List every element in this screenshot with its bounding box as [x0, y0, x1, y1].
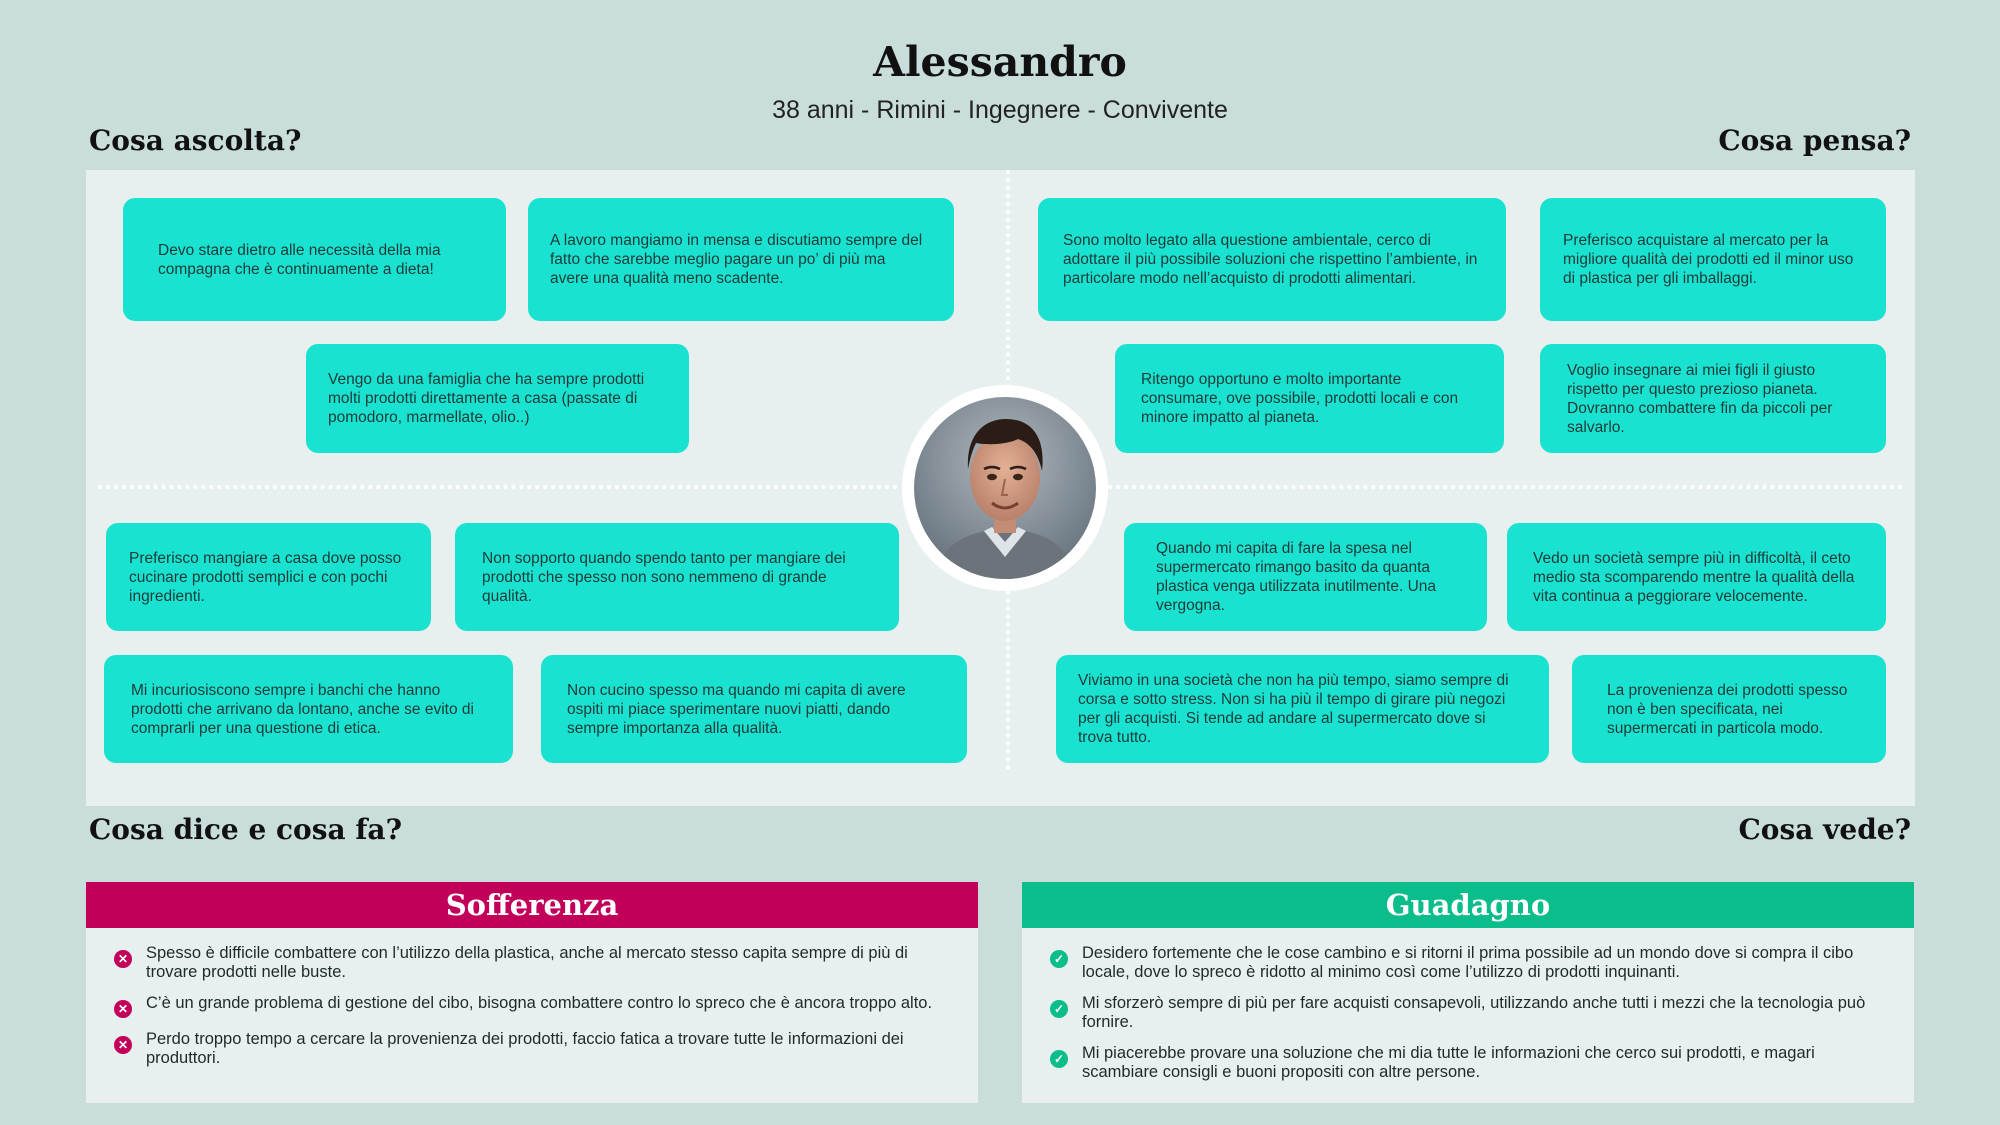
sticky-note-listens-3: Vengo da una famiglia che ha sempre prodotti molti prodotti direttamente a casa (passate di pomodoro, marmellate, olio..) [306, 344, 689, 453]
pains-title: Sofferenza [445, 888, 619, 922]
sticky-note-sees-4: La provenienza dei prodotti spesso non è ben specificata, nei supermercati in particola modo. [1572, 655, 1886, 763]
persona-subtitle: 38 anni - Rimini - Ingegnere - Convivente [772, 96, 1228, 124]
persona-header [0, 38, 2000, 125]
sticky-note-says-3: Mi incuriosiscono sempre i banchi che hanno prodotti che arrivano da lontano, anche se evito di comprarli per una questione di etica. [104, 655, 513, 763]
x-circle-icon: ✕ [114, 1000, 132, 1018]
gains-panel [1022, 882, 1914, 1103]
gains-title: Guadagno [1385, 888, 1551, 922]
pains-list [86, 928, 978, 1068]
gains-list [1022, 928, 1914, 1082]
check-circle-icon: ✓ [1050, 950, 1068, 968]
avatar [914, 397, 1096, 579]
sticky-note-sees-3: Viviamo in una società che non ha più tempo, siamo sempre di corsa e sotto stress. Non si ha più il tempo di girare più negozi per gli acquisti. Si tende ad andare al supermercato dove si trova tutto. [1056, 655, 1549, 763]
horizontal-divider-left [98, 485, 898, 489]
pains-panel [86, 882, 978, 1103]
pain-item: ✕ C’è un grande problema di gestione del cibo, bisogna combattere contro lo spreco che è ancora troppo alto. [114, 994, 948, 1018]
sticky-note-thinks-3: Ritengo opportuno e molto importante consumare, ove possibile, prodotti locali e con minore impatto al pianeta. [1115, 344, 1504, 453]
gain-item: ✓ Mi sforzerò sempre di più per fare acquisti consapevoli, utilizzando anche tutti i mezzi che la tecnologia può fornire. [1050, 994, 1884, 1032]
sticky-note-listens-1: Devo stare dietro alle necessità della mia compagna che è continuamente a dieta! [123, 198, 506, 321]
gain-item: ✓ Desidero fortemente che le cose cambino e si ritorni il prima possibile ad un mondo dove si compra il cibo locale, dove lo spreco è ridotto al minimo così come l’utilizzo di prodotti inquinanti. [1050, 944, 1884, 982]
x-circle-icon: ✕ [114, 1036, 132, 1054]
horizontal-divider-right [1108, 485, 1903, 489]
quadrant-title-thinks: Cosa pensa? [1718, 124, 1911, 157]
gains-header [1022, 882, 1914, 928]
sticky-note-thinks-2: Preferisco acquistare al mercato per la migliore qualità dei prodotti ed il minor uso di plastica per gli imballaggi. [1540, 198, 1886, 321]
quadrant-title-listens: Cosa ascolta? [89, 124, 302, 157]
sticky-note-listens-2: A lavoro mangiamo in mensa e discutiamo sempre del fatto che sarebbe meglio pagare un po’ di più ma avere una qualità meno scadente. [528, 198, 954, 321]
sticky-note-thinks-4: Voglio insegnare ai miei figli il giusto rispetto per questo prezioso pianeta. Dovranno combattere fin da piccoli per salvarlo. [1540, 344, 1886, 453]
pains-header [86, 882, 978, 928]
x-circle-icon: ✕ [114, 950, 132, 968]
sticky-note-says-4: Non cucino spesso ma quando mi capita di avere ospiti mi piace sperimentare nuovi piatti, dando sempre importanza alla qualità. [541, 655, 967, 763]
sticky-note-sees-1: Quando mi capita di fare la spesa nel supermercato rimango basito da quanta plastica venga utilizzata inutilmente. Una vergogna. [1124, 523, 1487, 631]
sticky-note-sees-2: Vedo un società sempre più in difficoltà, il ceto medio sta scomparendo mentre la qualità della vita continua a peggiorare velocemente. [1507, 523, 1886, 631]
check-circle-icon: ✓ [1050, 1000, 1068, 1018]
sticky-note-says-2: Non sopporto quando spendo tanto per mangiare dei prodotti che spesso non sono nemmeno di grande qualità. [455, 523, 899, 631]
gain-item: ✓ Mi piacerebbe provare una soluzione che mi dia tutte le informazioni che cerco sui prodotti, e magari scambiare consigli e buoni propositi con altre persone. [1050, 1044, 1884, 1082]
quadrant-title-says-does: Cosa dice e cosa fa? [89, 813, 402, 846]
pain-item: ✕ Perdo troppo tempo a cercare la provenienza dei prodotti, faccio fatica a trovare tutte le informazioni dei produttori. [114, 1030, 948, 1068]
portrait-illustration [914, 397, 1096, 579]
check-circle-icon: ✓ [1050, 1050, 1068, 1068]
quadrant-title-sees: Cosa vede? [1738, 813, 1911, 846]
sticky-note-thinks-1: Sono molto legato alla questione ambientale, cerco di adottare il più possibile soluzioni che rispettino l’ambiente, in particolare modo nell’acquisto di prodotti alimentari. [1038, 198, 1506, 321]
avatar-frame [902, 385, 1108, 591]
persona-name: Alessandro [873, 38, 1127, 86]
sticky-note-says-1: Preferisco mangiare a casa dove posso cucinare prodotti semplici e con pochi ingredienti. [106, 523, 431, 631]
pain-item: ✕ Spesso è difficile combattere con l’utilizzo della plastica, anche al mercato stesso capita sempre di più di trovare prodotti nelle buste. [114, 944, 948, 982]
